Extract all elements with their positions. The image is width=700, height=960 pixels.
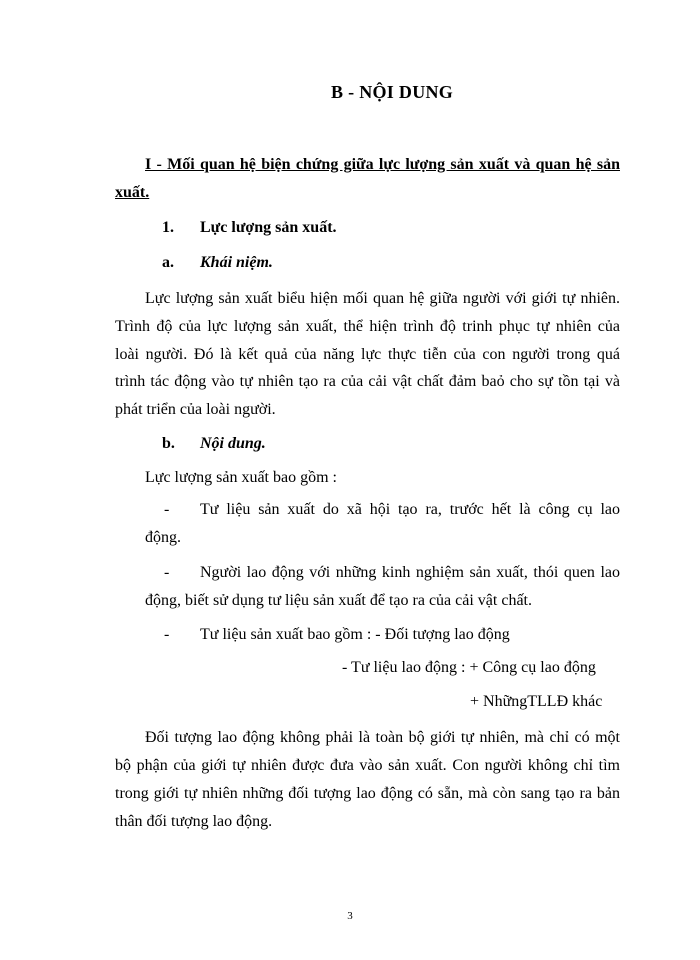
paragraph-1-line: Lực lượng sản xuất biểu hiện mối quan hệ giữa người với giới tự nhiên. <box>145 290 620 307</box>
bullet-dash: - <box>164 626 170 643</box>
page-number: 3 <box>347 910 353 922</box>
section-heading-line-1: I - Mối quan hệ biện chứng giữa lực lượng sản xuất và quan hệ sản <box>145 156 620 173</box>
paragraph-2-line: thân đối tượng lao động. <box>115 813 273 830</box>
paragraph-1-line: phát triển của loài người. <box>115 401 276 418</box>
list-intro: Lực lượng sản xuất bao gồm : <box>145 469 337 486</box>
paragraph-2-line: Đối tượng lao động không phải là toàn bộ giới tự nhiên, mà chỉ có một <box>145 729 620 746</box>
bullet-1-line-2: động. <box>145 529 181 546</box>
paragraph-2-line: bộ phận của giới tự nhiên được đưa vào sản xuất. Con người không chỉ tìm <box>115 757 620 774</box>
bullet-2-line-2: động, biết sử dụng tư liệu sản xuất để tạo ra của cải vật chất. <box>145 592 532 609</box>
bullet-1-line-1: Tư liệu sản xuất do xã hội tạo ra, trước hết là công cụ lao <box>200 501 620 518</box>
subheading-a-number: a. <box>162 254 174 271</box>
bullet-2-line-1: Người lao động với những kinh nghiệm sản xuất, thói quen lao <box>200 564 620 581</box>
sub-list-line-1: - Tư liệu lao động : + Công cụ lao động <box>342 659 596 676</box>
sub-list-line-2: + NhữngTLLĐ khác <box>470 693 603 710</box>
subheading-1-number: 1. <box>162 219 174 236</box>
paragraph-1-line: Trình độ của lực lượng sản xuất, thể hiện trình độ trinh phục tự nhiên của <box>115 318 620 335</box>
subheading-a-text: Khái niệm. <box>200 254 273 271</box>
paragraph-1-line: trình tác động vào tự nhiên tạo ra của cải vật chất đảm baỏ cho sự tồn tại và <box>115 373 620 390</box>
bullet-dash: - <box>164 501 170 518</box>
bullet-3-line-1: Tư liệu sản xuất bao gồm : - Đối tượng lao động <box>200 626 510 643</box>
subheading-b-text: Nội dung. <box>200 435 266 452</box>
paragraph-2-line: trong giới tự nhiên những đối tượng lao động có sẵn, mà còn sang tạo ra bản <box>115 785 620 802</box>
page-title: B - NỘI DUNG <box>331 82 454 102</box>
paragraph-1-line: loài người. Đó là kết quả của năng lực thực tiễn của con người trong quá <box>115 346 620 363</box>
subheading-b-number: b. <box>162 435 175 452</box>
bullet-dash: - <box>164 564 170 581</box>
subheading-1-text: Lực lượng sản xuất. <box>200 219 337 236</box>
section-heading-line-2: xuất. <box>115 184 150 201</box>
